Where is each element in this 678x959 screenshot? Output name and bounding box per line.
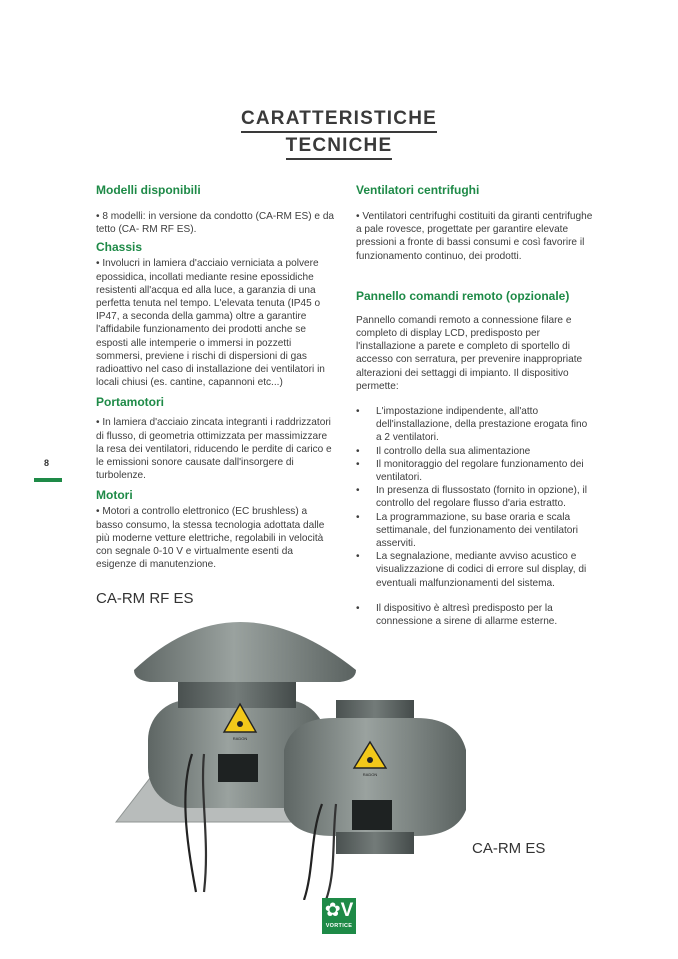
- feature-item: • In presenza di flussostato (fornito in opzione), il controllo del regolare flusso d'aria estratto.: [356, 484, 594, 510]
- feature-item: • L'impostazione indipendente, all'atto dell'installazione, della prestazione erogata fino a 2 ventilatori.: [356, 405, 594, 445]
- chassis-text: • Involucri in lamiera d'acciaio verniciata a polvere epossidica, incollati mediante resine epossidiche resistenti all'acqua ed alla luce, a garanzia di una perfetta tenuta nel tempo. L'elevata tenuta (IP45 o IP47, a seconda della gamma) oltre a garantire l'affidabile funzionamento dei prodotti anche se esposti alle intemperie o immersi in pozzetti sommersi, previene i rischi di dispersioni di gas radioattivo nel caso di installazione dei ventilatori in locali chiusi (es. cantine, capannoni etc...): [96, 258, 325, 389]
- page-number: 8: [44, 458, 50, 468]
- modelli-heading: Modelli disponibili: [96, 183, 201, 197]
- roof-fan-cap: [134, 622, 356, 682]
- page-title: [0, 106, 678, 160]
- vortice-logo: [322, 898, 356, 934]
- pannello-feature-list: [356, 405, 594, 628]
- radon-label-duct: RADON: [362, 772, 378, 777]
- product-illustration: [100, 600, 490, 900]
- page-number-bar: [34, 478, 62, 482]
- modelli-text: • 8 modelli: in versione da condotto (CA-RM ES) e da tetto (CA- RM RF ES).: [96, 211, 335, 236]
- feature-item: • La programmazione, su base oraria e scala settimanale, del funzionamento dei ventilatori asserviti.: [356, 511, 594, 551]
- pannello-intro: Pannello comandi remoto a connessione filare e completo di display LCD, predisposto per l'installazione a parete e completo di sportello di accesso con serratura, per prevenire inappropriate alterazioni dei settaggi di impianto. Il dispositivo permette:: [356, 314, 583, 392]
- radon-trefoil-icon: [237, 721, 243, 727]
- left-column: [96, 183, 336, 571]
- feature-item: • Il monitoraggio del regolare funzionamento dei ventilatori.: [356, 458, 594, 484]
- duct-fan-control-panel: [352, 800, 392, 830]
- chassis-heading: Chassis: [96, 240, 143, 255]
- feature-item: • Il controllo della sua alimentazione: [356, 445, 594, 458]
- right-column: [356, 183, 594, 628]
- roof-fan-control-panel: [218, 754, 258, 782]
- duct-fan-unit: [284, 700, 466, 900]
- ventilatori-text: • Ventilatori centrifughi costituiti da giranti centrifughe a pale rovesce, progettate per garantire elevate pressioni a fronte di bassi consumi e così favorire il funzionamento continuo, dei prodotti.: [356, 211, 593, 262]
- vortice-logo-text: VORTICE: [325, 923, 353, 929]
- motori-text: • Motori a controllo elettronico (EC brushless) a basso consumo, la stessa tecnologia adottata dalle più moderne vetture elettriche, regolabili in velocità con segnale 0-10 V e virtualmente esenti da esigenze di manutenzione.: [96, 506, 325, 571]
- radon-label-roof: RADON: [232, 736, 248, 741]
- product-label-duct: CA-RM ES: [472, 840, 546, 857]
- portamotori-text: • In lamiera d'acciaio zincata integranti i raddrizzatori di flusso, di geometria ottimizzata per massimizzare la resa dei ventilatori, riducendo le perdite di carico e le emissioni sonore causate dall'insorgere di turbolenze.: [96, 417, 332, 482]
- feature-item: • Il dispositivo è altresì predisposto per la connessione a sirene di allarme esterne.: [356, 602, 594, 628]
- page-title-line1: CARATTERISTICHE: [241, 106, 437, 133]
- motori-heading: Motori: [96, 488, 133, 503]
- ventilatori-heading: Ventilatori centrifughi: [356, 183, 480, 197]
- vortice-logo-mark: ✿V: [324, 900, 354, 921]
- portamotori-heading: Portamotori: [96, 395, 165, 410]
- duct-fan-bottom-collar: [336, 832, 414, 854]
- radon-trefoil-icon: [367, 757, 373, 763]
- feature-item: • La segnalazione, mediante avviso acustico e visualizzazione di codici di errore sul display, di eventuali malfunzionamenti del sistema.: [356, 550, 594, 590]
- pannello-heading: Pannello comandi remoto (opzionale): [356, 288, 570, 303]
- product-label-roof: CA-RM RF ES: [96, 590, 194, 607]
- page-title-line2: TECNICHE: [286, 133, 393, 160]
